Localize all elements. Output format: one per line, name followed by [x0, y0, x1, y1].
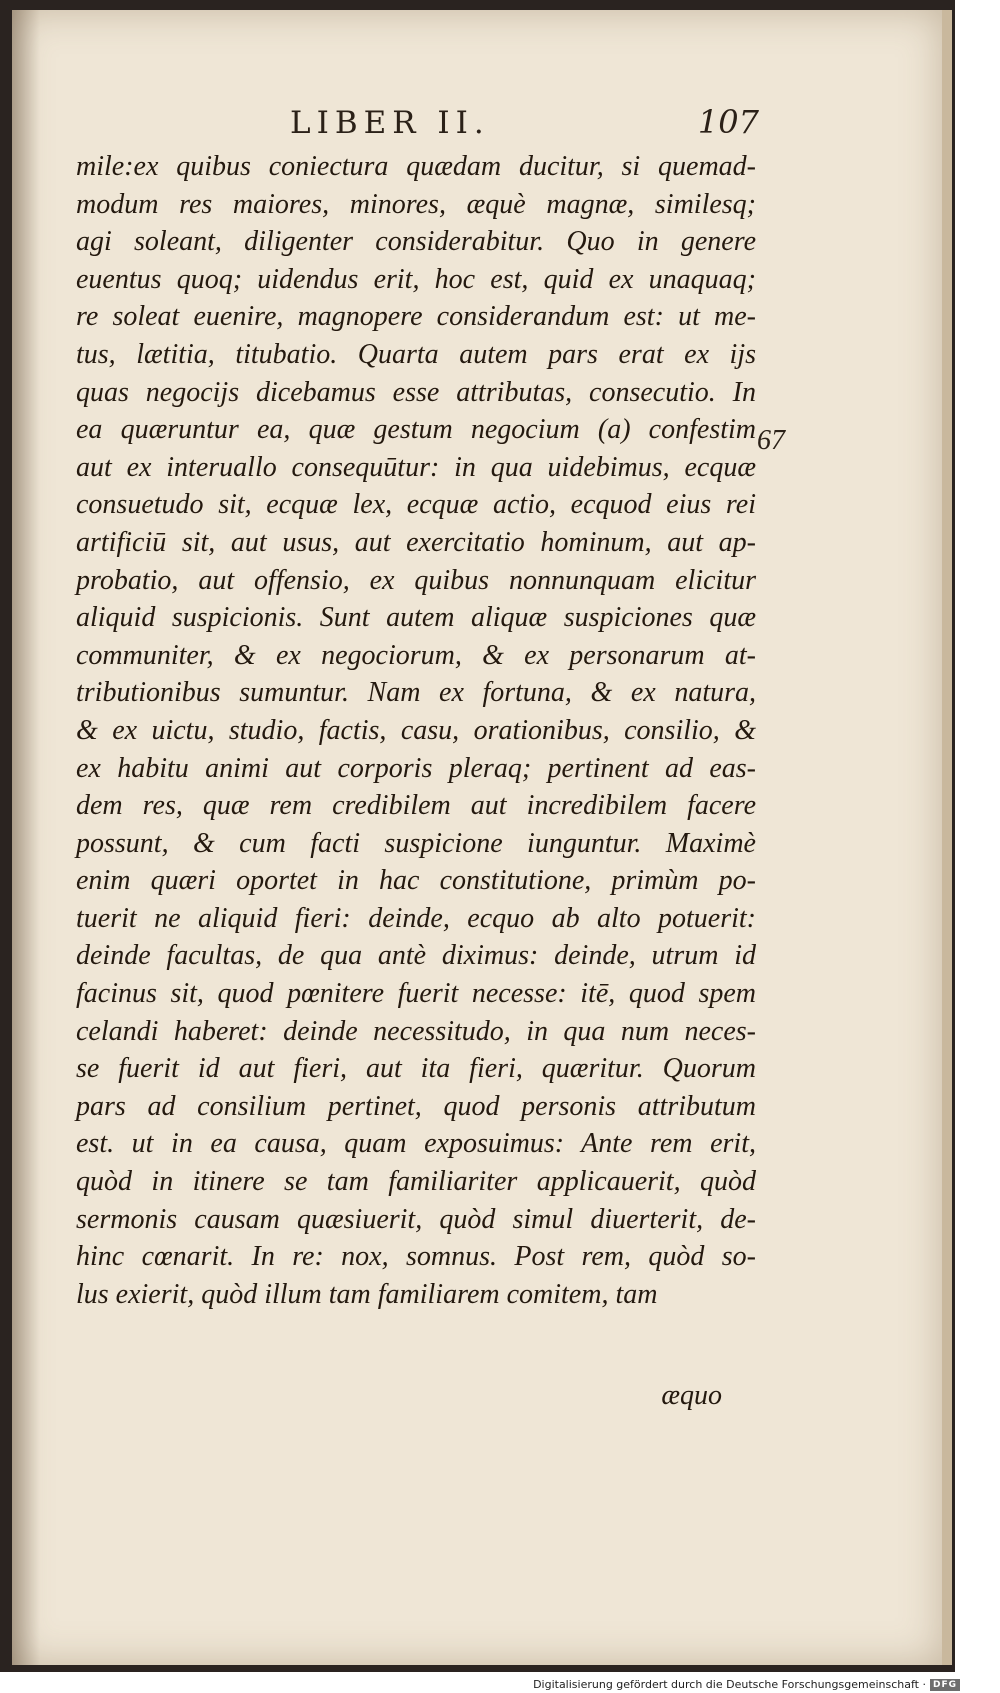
text-line: & ex uictu, studio, factis, casu, orationibus, consilio, &: [76, 714, 756, 746]
text-line: modum res maiores, minores, æquè magnæ, similesq;: [76, 188, 756, 220]
text-line: se fuerit id aut fieri, aut ita fieri, quæritur. Quorum: [76, 1053, 756, 1085]
text-line: pars ad consilium pertinet, quod personis attributum: [76, 1090, 756, 1122]
text-line: tus, lætitia, titubatio. Quarta autem pars erat ex ijs: [76, 338, 756, 370]
body-text: [76, 148, 756, 1313]
text-line: aut ex interuallo consequūtur: in qua uidebimus, ecquæ: [76, 451, 756, 483]
text-line: communiter, & ex negociorum, & ex personarum at-: [76, 639, 756, 671]
text-line: dem res, quæ rem credibilem aut incredibilem facere: [76, 790, 756, 822]
text-line: re soleat euenire, magnopere considerandum est: ut me-: [76, 301, 756, 333]
text-line: est. ut in ea causa, quam exposuimus: Ante rem erit,: [76, 1128, 756, 1160]
credit-text: Digitalisierung gefördert durch die Deutsche Forschungsgemeinschaft ·: [533, 1678, 926, 1691]
text-line: deinde facultas, de qua antè diximus: deinde, utrum id: [76, 940, 756, 972]
text-line: agi soleant, diligenter considerabitur. Quo in genere: [76, 226, 756, 258]
text-line: aliquid suspicionis. Sunt autem aliquæ suspiciones quæ: [76, 602, 756, 634]
text-line: ex habitu animi aut corporis pleraq; pertinent ad eas-: [76, 752, 756, 784]
text-line: tuerit ne aliquid fieri: deinde, ecquo ab alto potuerit:: [76, 902, 756, 934]
margin-note: 67: [757, 425, 785, 456]
text-line: probatio, aut offensio, ex quibus nonnunquam elicitur: [76, 564, 756, 596]
running-title: LIBER II.: [290, 105, 490, 141]
text-line: possunt, & cum facti suspicione iunguntur. Maximè: [76, 827, 756, 859]
text-line: sermonis causam quæsiuerit, quòd simul diuerterit, de-: [76, 1203, 756, 1235]
text-line: lus exierit, quòd illum tam familiarem comitem, tam: [76, 1278, 658, 1310]
catchword: æquo: [661, 1380, 722, 1411]
text-line: facinus sit, quod pœnitere fuerit necesse: itē, quod spem: [76, 978, 756, 1010]
dfg-logo-icon: DFG: [930, 1679, 960, 1691]
page-number: 107: [697, 103, 759, 141]
text-line: quòd in itinere se tam familiariter applicauerit, quòd: [76, 1166, 756, 1198]
text-line: euentus quoq; uidendus erit, hoc est, quid ex unaquaq;: [76, 263, 756, 295]
text-line: hinc cœnarit. In re: nox, somnus. Post rem, quòd so-: [76, 1241, 756, 1273]
digitization-credit: [533, 1678, 960, 1691]
text-line: quas negocijs dicebamus esse attributas, consecutio. In: [76, 376, 756, 408]
text-line: celandi haberet: deinde necessitudo, in qua num neces-: [76, 1015, 756, 1047]
text-line: tributionibus sumuntur. Nam ex fortuna, & ex natura,: [76, 677, 756, 709]
text-line: artificiū sit, aut usus, aut exercitatio hominum, aut ap-: [76, 526, 756, 558]
text-line: consuetudo sit, ecquæ lex, ecquæ actio, ecquod eius rei: [76, 489, 756, 521]
text-line: mile:ex quibus coniectura quædam ducitur, si quemad-: [76, 151, 756, 182]
book-page: [12, 10, 952, 1665]
text-line: enim quæri oportet in hac constitutione, primùm po-: [76, 865, 756, 897]
text-line: ea quæruntur ea, quæ gestum negocium (a) confestim: [76, 414, 756, 446]
page-header: [72, 103, 759, 145]
